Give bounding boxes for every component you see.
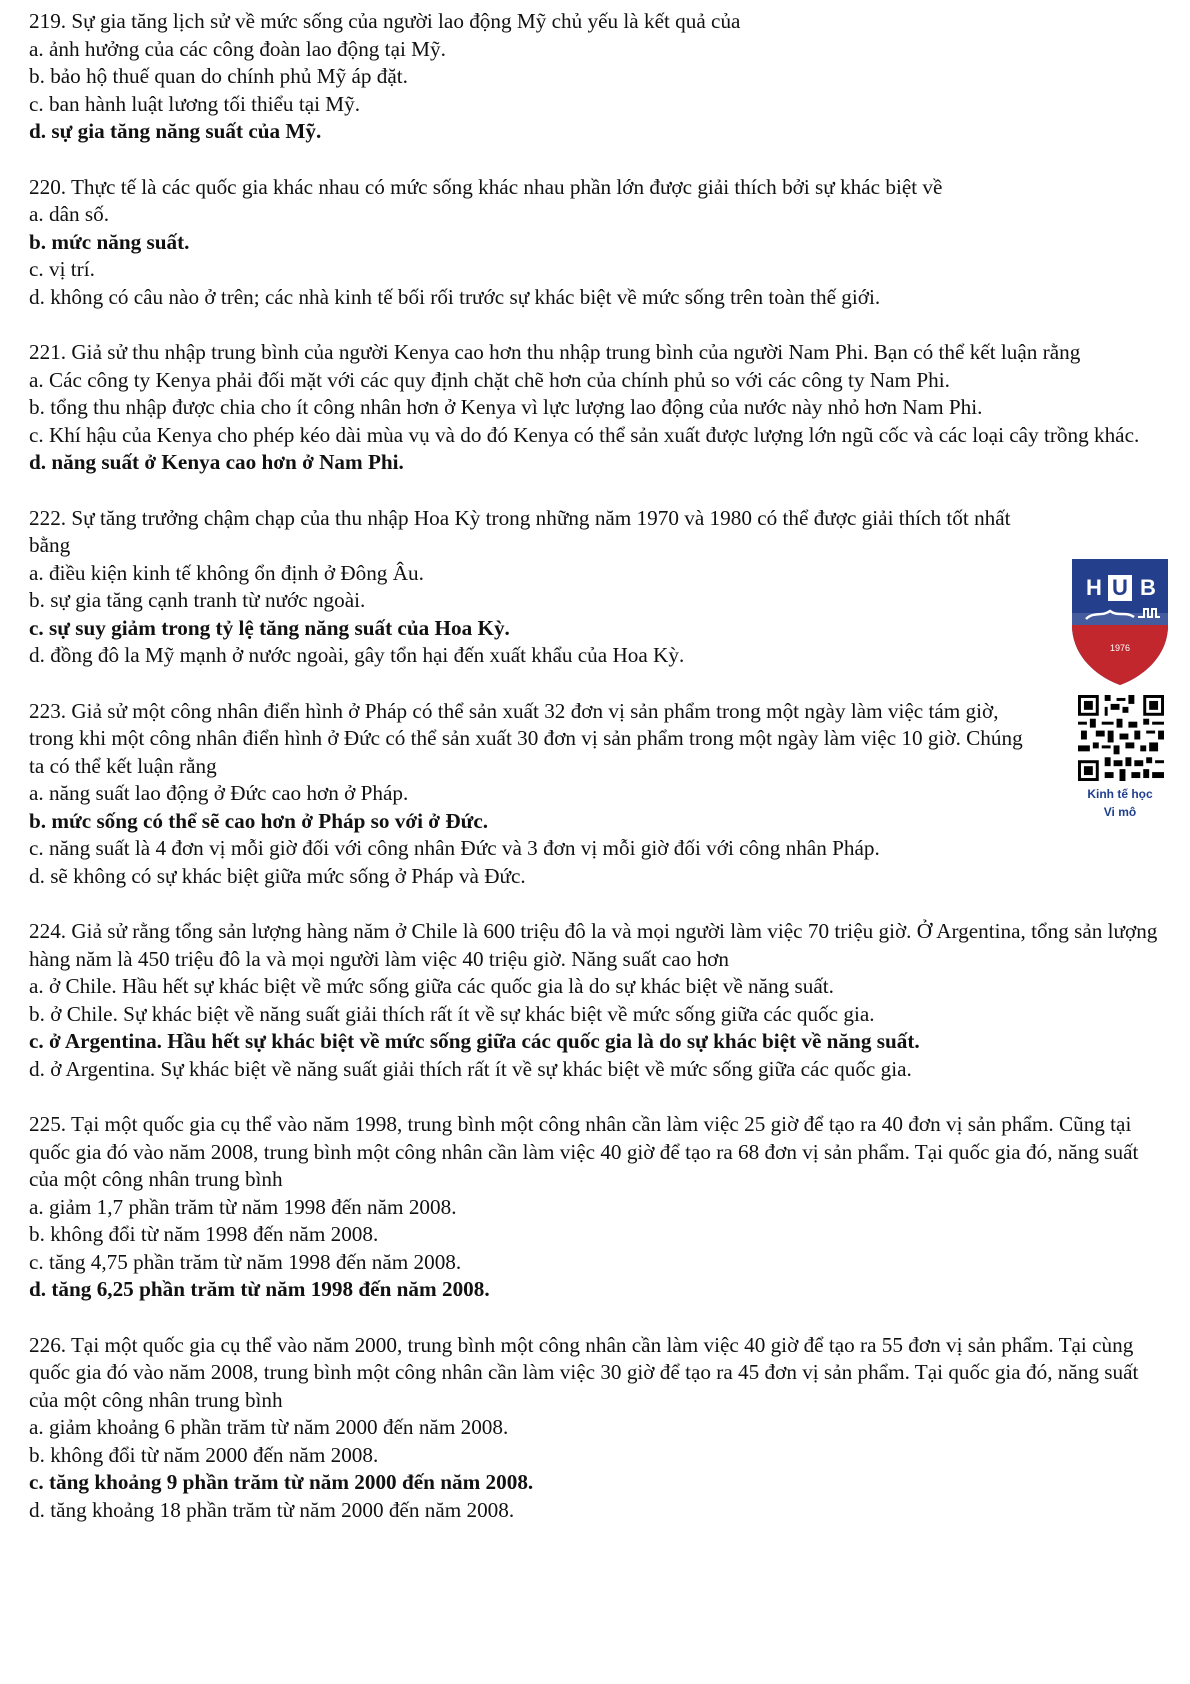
option-c: c. Khí hậu của Kenya cho phép kéo dài mùa vụ và do đó Kenya có thể sản xuất được lượng lớn ngũ cốc và các loại cây trồng khác. (29, 422, 1140, 447)
question-226 (29, 1332, 1169, 1525)
question-220 (29, 174, 1169, 312)
question-stem: 221. Giả sử thu nhập trung bình của người Kenya cao hơn thu nhập trung bình của người Nam Phi. Bạn có thể kết luận rằng (29, 340, 1081, 364)
question-stem: 219. Sự gia tăng lịch sử về mức sống của người lao động Mỹ chủ yếu là kết quả của (29, 9, 741, 33)
option-d-correct: d. sự gia tăng năng suất của Mỹ. (29, 119, 322, 143)
document-page (29, 8, 1169, 1552)
option-b: b. không đổi từ năm 1998 đến năm 2008. (29, 1222, 379, 1246)
option-a: a. điều kiện kinh tế không ổn định ở Đông Âu. (29, 560, 424, 585)
hub-year: 1976 (1109, 643, 1131, 653)
badge-caption-subject: Kinh tế học (1087, 787, 1153, 801)
question-219 (29, 8, 1169, 146)
hub-letter-h: H (1086, 575, 1102, 600)
option-a: a. giảm khoảng 6 phần trăm từ năm 2000 đến năm 2008. (29, 1415, 509, 1439)
option-b-correct: b. mức năng suất. (29, 229, 190, 254)
option-c-correct: c. tăng khoảng 9 phần trăm từ năm 2000 đến năm 2008. (29, 1470, 534, 1494)
option-d: d. đồng đô la Mỹ mạnh ở nước ngoài, gây tổn hại đến xuất khẩu của Hoa Kỳ. (29, 643, 685, 667)
question-222 (29, 505, 1169, 670)
option-c-correct: c. ở Argentina. Hầu hết sự khác biệt về mức sống giữa các quốc gia là do sự khác biệt về năng suất. (29, 1029, 920, 1053)
option-a: a. giảm 1,7 phần trăm từ năm 1998 đến năm 2008. (29, 1194, 457, 1219)
option-c-correct: c. sự suy giảm trong tỷ lệ tăng năng suất của Hoa Kỳ. (29, 615, 510, 640)
option-b: b. ở Chile. Sự khác biệt về năng suất giải thích rất ít về sự khác biệt về mức sống giữa các quốc gia. (29, 1001, 875, 1026)
hub-shield-logo (1068, 555, 1172, 687)
option-a: a. Các công ty Kenya phải đối mặt với các quy định chặt chẽ hơn của chính phủ so với các công ty Nam Phi. (29, 367, 950, 392)
option-d-correct: d. tăng 6,25 phần trăm từ năm 1998 đến năm 2008. (29, 1277, 490, 1301)
question-stem: 222. Sự tăng trưởng chậm chạp của thu nhập Hoa Kỳ trong những năm 1970 và 1980 có thể được giải thích tốt nhất bằng (29, 505, 1011, 557)
question-stem: 225. Tại một quốc gia cụ thể vào năm 1998, trung bình một công nhân cần làm việc 25 giờ để tạo ra 40 đơn vị sản phẩm. Cũng tại quốc gia đó vào năm 2008, trung bình một công nhân cần làm việc 40 giờ để tạo ra 68 đơn vị sản phẩm. Tại quốc gia đó, năng suất của một công nhân trung bình (29, 1112, 1139, 1191)
hub-letter-b: B (1140, 575, 1156, 600)
option-d: d. ở Argentina. Sự khác biệt về năng suất giải thích rất ít về sự khác biệt về mức sống giữa các quốc gia. (29, 1056, 912, 1081)
question-225 (29, 1111, 1169, 1304)
option-a: a. ở Chile. Hầu hết sự khác biệt về mức sống giữa các quốc gia là do sự khác biệt về năng suất. (29, 974, 834, 998)
option-c: c. năng suất là 4 đơn vị mỗi giờ đối với công nhân Đức và 3 đơn vị mỗi giờ đối với công nhân Pháp. (29, 836, 880, 860)
option-b: b. không đổi từ năm 2000 đến năm 2008. (29, 1442, 379, 1467)
hub-letter-u: U (1112, 575, 1128, 600)
option-d: d. tăng khoảng 18 phần trăm từ năm 2000 đến năm 2008. (29, 1497, 515, 1522)
option-b: b. bảo hộ thuế quan do chính phủ Mỹ áp đặt. (29, 64, 408, 88)
option-d: d. sẽ không có sự khác biệt giữa mức sống ở Pháp và Đức. (29, 863, 526, 888)
question-stem: 220. Thực tế là các quốc gia khác nhau có mức sống khác nhau phần lớn được giải thích bởi sự khác biệt về (29, 174, 943, 199)
option-a: a. ảnh hưởng của các công đoàn lao động tại Mỹ. (29, 36, 446, 61)
option-b-correct: b. mức sống có thể sẽ cao hơn ở Pháp so với ở Đức. (29, 808, 489, 833)
option-b: b. tổng thu nhập được chia cho ít công nhân hơn ở Kenya vì lực lượng lao động của nước này nhỏ hơn Nam Phi. (29, 395, 983, 419)
question-stem: 223. Giả sử một công nhân điển hình ở Pháp có thể sản xuất 32 đơn vị sản phẩm trong một ngày làm việc tám giờ, trong khi một công nhân điển hình ở Đức có thể sản xuất 30 đơn vị sản phẩm trong một ngày làm việc 10 giờ. Chúng ta có thể kết luận rằng (29, 698, 1023, 778)
question-224 (29, 918, 1169, 1083)
option-d: d. không có câu nào ở trên; các nhà kinh tế bối rối trước sự khác biệt về mức sống trên toàn thế giới. (29, 284, 881, 309)
question-221 (29, 339, 1169, 477)
question-stem: 226. Tại một quốc gia cụ thể vào năm 2000, trung bình một công nhân cần làm việc 40 giờ để tạo ra 55 đơn vị sản phẩm. Tại cùng quốc gia đó vào năm 2008, trung bình một công nhân cần làm việc 30 giờ để tạo ra 45 đơn vị sản phẩm. Tại quốc gia đó, năng suất của một công nhân trung bình (29, 1332, 1139, 1412)
question-223 (29, 698, 1169, 891)
option-c: c. vị trí. (29, 257, 95, 281)
option-d-correct: d. năng suất ở Kenya cao hơn ở Nam Phi. (29, 450, 404, 474)
option-c: c. ban hành luật lương tối thiểu tại Mỹ. (29, 91, 361, 116)
question-stem: 224. Giả sử rằng tổng sản lượng hàng năm ở Chile là 600 triệu đô la và mọi người làm việc 70 triệu giờ. Ở Argentina, tổng sản lượng hàng năm là 450 triệu đô la và mọi người làm việc 40 triệu giờ. Năng suất cao hơn (29, 919, 1158, 971)
option-a: a. năng suất lao động ở Đức cao hơn ở Pháp. (29, 781, 409, 805)
option-b: b. sự gia tăng cạnh tranh từ nước ngoài. (29, 588, 366, 612)
badge-caption-level: Vi mô (1103, 805, 1137, 819)
option-a: a. dân số. (29, 202, 110, 226)
option-c: c. tăng 4,75 phần trăm từ năm 1998 đến năm 2008. (29, 1249, 462, 1274)
qr-code-icon (1078, 695, 1164, 781)
